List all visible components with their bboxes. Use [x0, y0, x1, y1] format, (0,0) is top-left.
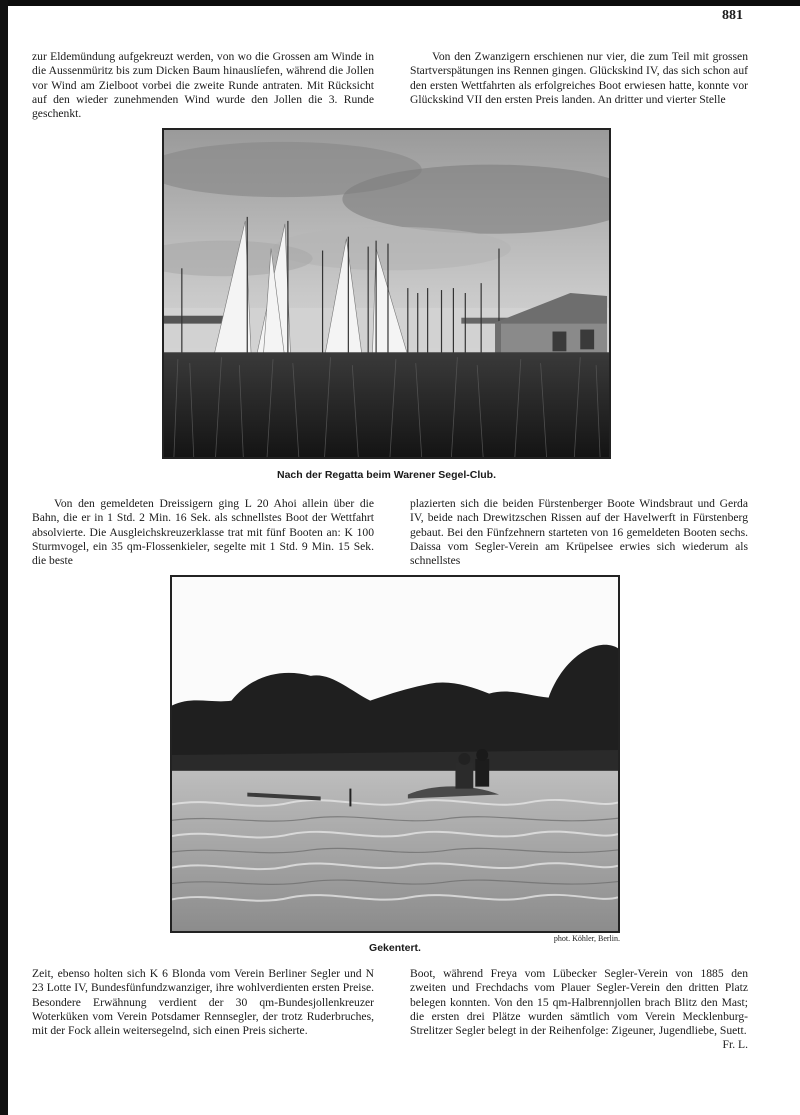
text-column-mid-left	[32, 497, 374, 568]
regatta-photo-illustration	[164, 130, 609, 457]
text-column-mid-right	[410, 497, 748, 568]
paragraph: Zeit, ebenso holten sich K 6 Blonda vom Verein Berliner Segler und N 23 Lotte IV, Bundesfünfundzwanziger, ihre wohlverdienten ersten Preise. Besondere Erwähnung verdient der 30 qm-Bundesjollenkreuzer Woterküken vom Verein Potsdamer Rennsegler, der trotz Ruderbruches, mit der Fock allein weitersegelnd, sich einen Preis sicherte.	[32, 967, 374, 1038]
text-column-top-left	[32, 50, 374, 121]
figure-caption-regatta: Nach der Regatta beim Warener Segel-Club.	[277, 469, 496, 481]
text-column-bottom-right	[410, 967, 748, 1053]
paragraph: zur Eldemündung aufgekreuzt werden, von wo die Grossen am Winde in die Aussenmüritz bis zum Dicken Baum hinauslíefen, während die Jollen vor Wind am Zielboot vorbei die zweite Runde antraten. Mit Rücksicht auf den wieder zunehmenden Wind wurde den Jollen die 3. Runde geschenkt.	[32, 50, 374, 121]
author-signature: Fr. L.	[722, 1038, 748, 1052]
photo-credit: phot. Köhler, Berlin.	[553, 934, 620, 943]
paragraph-text: Boot, während Freya vom Lübecker Segler-Verein von 1885 den zweiten und Frechdachs vom Plauer Segler-Verein den dritten Platz belegen konnten. Von den 15 qm-Halbrennjollen brach Blitz den Mast; die ersten drei Plätze wurden sämtlich vom Verein Mecklenburg-Strelitzer Segler belegt in der Reihenfolge: Zigeuner, Jugendliebe, Suett.	[410, 967, 748, 1038]
text-column-top-right	[410, 50, 748, 107]
paragraph: Von den Zwanzigern erschienen nur vier, die zum Teil mit grossen Startverspätungen ins Rennen gingen. Glückskind IV, das sich schon auf den ersten Wettfahrten als erfolgreiches Boot erwiesen hatte, konnte vor Glückskind VII den ersten Preis landen. An dritter und vierter Stelle	[410, 50, 748, 106]
left-border	[0, 0, 8, 1115]
photo-capsized	[170, 575, 620, 933]
top-border	[0, 0, 800, 6]
photo-regatta	[162, 128, 611, 459]
paragraph	[410, 967, 748, 1052]
capsized-photo-illustration	[172, 577, 618, 931]
page-number: 881	[722, 8, 743, 23]
text-column-bottom-left	[32, 967, 374, 1038]
figure-caption-capsized: Gekentert.	[369, 942, 421, 954]
paragraph: Von den gemeldeten Dreissigern ging L 20 Ahoi allein über die Bahn, die er in 1 Std. 2 Min. 16 Sek. als schnellstes Boot der Wettfahrt absolvierte. Die Ausgleichskreuzerklasse trat mit fünf Booten an: K 100 Sturmvogel, ein 35 qm-Flossenkieler, segelte mit 1 Std. 9 Min. 15 Sek. die beste	[32, 497, 374, 568]
paragraph: plazierten sich die beiden Fürstenberger Boote Windsbraut und Gerda IV, beide nach Drewitzschen Rissen auf der Havelwerft in Fürstenberg gebaut. Bei den Fünfzehnern starteten von 16 gemeldeten Booten sechs. Daissa vom Segler-Verein am Krüpelsee erwies sich wiederum als schnellstes	[410, 497, 748, 568]
